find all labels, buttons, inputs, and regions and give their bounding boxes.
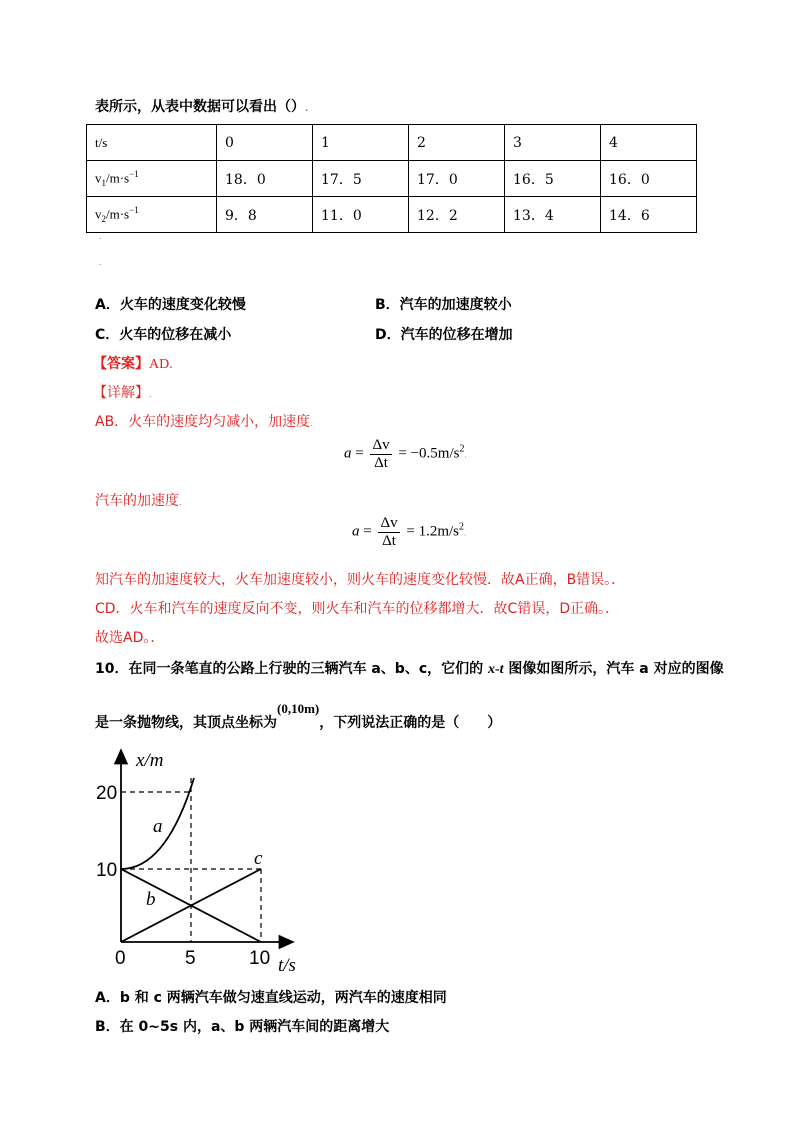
detail-tag: 【详解】. [93, 385, 152, 401]
line-c-label: c [254, 848, 263, 869]
explain-cd: CD．火车和汽车的速度反向不变，则火车和汽车的位移都增大．故C错误，D正确。． [95, 601, 620, 617]
table-cell: 16．0 [601, 161, 697, 197]
q10-stem-line1: 10．在同一条笔直的公路上行驶的三辆汽车 a、b、c，它们的 x-t 图像如图所示，汽车 a 对应的图像 [95, 661, 724, 677]
explain-conclusion: 知汽车的加速度较大，火车加速度较小，则火车的速度变化较慢．故A正确，B错误。． [95, 572, 626, 588]
answer-line [93, 353, 173, 373]
table-cell: 13．4 [505, 197, 601, 233]
table-cell: 17．5 [313, 161, 409, 197]
y-axis-label: x/m [136, 750, 164, 771]
table-row [87, 197, 697, 233]
q10-option-a: A．b 和 c 两辆汽车做匀速直线运动，两汽车的速度相同 [95, 990, 447, 1006]
q10-stem-line2: 是一条抛物线，其顶点坐标为(0,10m)，下列说法正确的是（ ） [95, 701, 502, 731]
table-cell: 3 [505, 125, 601, 161]
x-tick-10: 10 [249, 948, 271, 969]
row-label-v1: $v_1/m\cdot s^{-1}$ [87, 161, 217, 197]
q9-option-a: A．火车的速度变化较慢 [95, 297, 246, 313]
y-tick-20: 20 [96, 783, 118, 804]
table-cell: 4 [601, 125, 697, 161]
answer-tag: 【答案】 [93, 356, 149, 372]
explain-car: 汽车的加速度. [95, 493, 182, 509]
q9-option-b: B．汽车的加速度较小 [375, 297, 512, 313]
table-cell: 9．8 [217, 197, 313, 233]
x-axis-label: t/s [278, 955, 296, 976]
explain-ab: AB．火车的速度均匀减小，加速度. [95, 414, 313, 430]
table-header-label: t/s [87, 125, 217, 161]
table-row [87, 161, 697, 197]
table-cell: 18．0 [217, 161, 313, 197]
q9-option-d: D．汽车的位移在增加 [375, 327, 513, 343]
q10-option-b: B．在 0~5s 内，a、b 两辆汽车间的距离增大 [95, 1019, 390, 1035]
table-cell: 1 [313, 125, 409, 161]
curve-a-label: a [153, 816, 163, 837]
origin-label: 0 [115, 948, 126, 969]
q9-option-c: C．火车的位移在减小 [95, 327, 232, 343]
x-tick-5: 5 [185, 948, 196, 969]
row-label-v2: $v_2/m\cdot s^{-1}$ [87, 197, 217, 233]
table-row [87, 125, 697, 161]
formula-car-acceleration: a = $\frac{\Delta v}{\Delta t}$ = $1.2m/s^2$. [352, 515, 467, 549]
y-tick-10: 10 [96, 860, 118, 881]
paragraph-mark: . [99, 258, 102, 267]
formula-train-acceleration: a = $\frac{\Delta v}{\Delta t}$ = $-0.5m/s^2$. [344, 437, 467, 471]
data-table [86, 124, 697, 233]
table-cell: 12．2 [409, 197, 505, 233]
question-intro: 表所示，从表中数据可以看出（）. [95, 99, 309, 115]
answer-value: AD. [149, 357, 173, 372]
table-cell: 14．6 [601, 197, 697, 233]
table-cell: 11．0 [313, 197, 409, 233]
xt-graph [88, 740, 318, 980]
vertex-coordinate: (0,10m) [277, 701, 320, 716]
paragraph-mark: . [99, 232, 102, 241]
table-cell: 2 [409, 125, 505, 161]
table-cell: 17．0 [409, 161, 505, 197]
table-cell: 0 [217, 125, 313, 161]
line-b-label: b [146, 889, 156, 910]
table-cell: 16．5 [505, 161, 601, 197]
explain-choice: 故选AD。． [95, 630, 165, 646]
